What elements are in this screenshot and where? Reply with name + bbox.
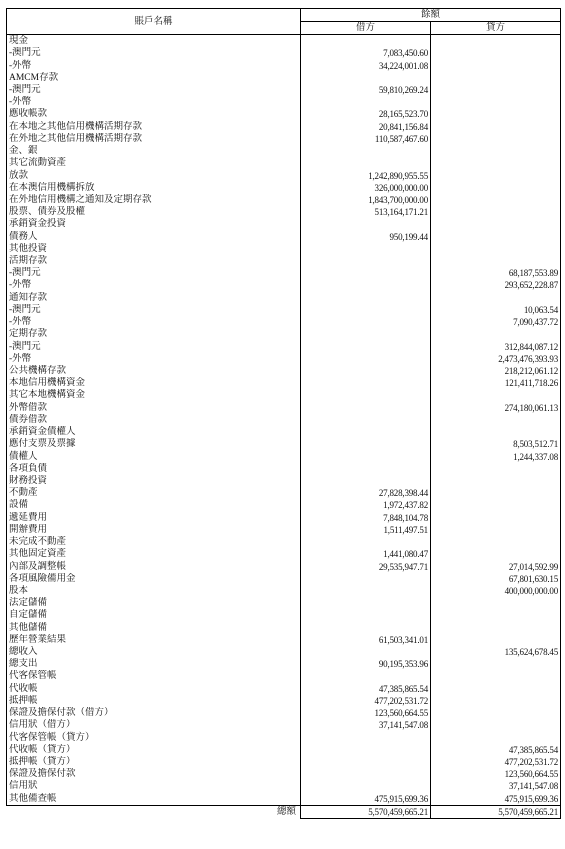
debit-value	[301, 426, 431, 438]
debit-value	[301, 597, 431, 609]
table-row	[7, 255, 561, 267]
account-name: -外幣	[7, 96, 301, 108]
account-name: 公共機構存款	[7, 365, 301, 377]
debit-value	[301, 377, 431, 389]
table-row	[7, 524, 561, 536]
debit-value	[301, 389, 431, 401]
table-row	[7, 731, 561, 743]
account-name: 信用狀	[7, 780, 301, 792]
table-row	[7, 670, 561, 682]
credit-value	[431, 670, 561, 682]
account-name: 其它本地機構資金	[7, 389, 301, 401]
credit-value: 37,141,547.08	[431, 780, 561, 792]
credit-value	[431, 108, 561, 120]
debit-value	[301, 622, 431, 634]
account-name: 其他固定資產	[7, 548, 301, 560]
debit-value	[301, 145, 431, 157]
debit-value: 7,848,104.78	[301, 512, 431, 524]
debit-value	[301, 316, 431, 328]
table-row	[7, 548, 561, 560]
account-name: 現金	[7, 35, 301, 48]
table-row	[7, 47, 561, 59]
table-row	[7, 426, 561, 438]
account-name: 財務投資	[7, 475, 301, 487]
table-row	[7, 169, 561, 181]
debit-value	[301, 157, 431, 169]
table-row	[7, 218, 561, 230]
credit-value: 400,000,000.00	[431, 585, 561, 597]
table-row	[7, 597, 561, 609]
debit-value	[301, 609, 431, 621]
credit-value	[431, 548, 561, 560]
credit-value: 7,090,437.72	[431, 316, 561, 328]
debit-value	[301, 96, 431, 108]
account-name: 金、銀	[7, 145, 301, 157]
account-name: 未完成不動產	[7, 536, 301, 548]
account-name: 承銷資金債權人	[7, 426, 301, 438]
table-row	[7, 231, 561, 243]
table-row	[7, 328, 561, 340]
table-row	[7, 634, 561, 646]
debit-value	[301, 279, 431, 291]
account-name: -外幣	[7, 316, 301, 328]
credit-value: 8,503,512.71	[431, 438, 561, 450]
credit-value: 27,014,592.99	[431, 560, 561, 572]
total-row	[7, 805, 561, 818]
debit-value: 950,199.44	[301, 231, 431, 243]
table-row	[7, 59, 561, 71]
debit-value: 326,000,000.00	[301, 182, 431, 194]
account-name: 代客保管帳	[7, 670, 301, 682]
debit-value: 34,224,001.08	[301, 59, 431, 71]
table-row	[7, 695, 561, 707]
account-name: 承銷資金投資	[7, 218, 301, 230]
credit-value	[431, 622, 561, 634]
table-row	[7, 121, 561, 133]
debit-value	[301, 340, 431, 352]
debit-value: 90,195,353.96	[301, 658, 431, 670]
account-name: 信用狀（借方）	[7, 719, 301, 731]
debit-header: 借方	[301, 22, 431, 35]
credit-value	[431, 731, 561, 743]
credit-value	[431, 169, 561, 181]
table-row	[7, 84, 561, 96]
debit-value: 475,915,699.36	[301, 793, 431, 806]
table-row	[7, 768, 561, 780]
debit-value	[301, 35, 431, 48]
debit-value	[301, 450, 431, 462]
credit-value: 123,560,664.55	[431, 768, 561, 780]
account-name: 內部及調整帳	[7, 560, 301, 572]
table-row	[7, 279, 561, 291]
table-row	[7, 316, 561, 328]
table-row	[7, 744, 561, 756]
table-row	[7, 707, 561, 719]
credit-value	[431, 426, 561, 438]
account-name: 各項風險備用金	[7, 573, 301, 585]
account-name: 活期存款	[7, 255, 301, 267]
table-row	[7, 475, 561, 487]
credit-value	[431, 707, 561, 719]
debit-value	[301, 328, 431, 340]
credit-value	[431, 133, 561, 145]
account-name: -澳門元	[7, 84, 301, 96]
debit-value: 28,165,523.70	[301, 108, 431, 120]
table-row	[7, 194, 561, 206]
debit-value	[301, 438, 431, 450]
balance-sheet	[6, 8, 560, 819]
credit-value	[431, 121, 561, 133]
debit-value: 7,083,450.60	[301, 47, 431, 59]
account-name: 各項負債	[7, 463, 301, 475]
table-row	[7, 389, 561, 401]
table-row	[7, 35, 561, 48]
credit-value	[431, 597, 561, 609]
debit-value	[301, 267, 431, 279]
credit-value	[431, 243, 561, 255]
table-row	[7, 609, 561, 621]
credit-value: 68,187,553.89	[431, 267, 561, 279]
debit-value	[301, 414, 431, 426]
debit-value	[301, 536, 431, 548]
table-row	[7, 292, 561, 304]
debit-value: 513,164,171.21	[301, 206, 431, 218]
credit-value	[431, 524, 561, 536]
account-name: 其他投資	[7, 243, 301, 255]
account-name: 抵押帳	[7, 695, 301, 707]
credit-value: 47,385,865.54	[431, 744, 561, 756]
table-header	[7, 9, 561, 35]
debit-value	[301, 731, 431, 743]
account-name: 其他備查帳	[7, 793, 301, 806]
table-row	[7, 622, 561, 634]
credit-value: 475,915,699.36	[431, 793, 561, 806]
table-row	[7, 206, 561, 218]
account-name: AMCM存款	[7, 72, 301, 84]
table-body	[7, 35, 561, 806]
account-name: 代收帳	[7, 683, 301, 695]
account-name: 通知存款	[7, 292, 301, 304]
debit-value: 61,503,341.01	[301, 634, 431, 646]
table-row	[7, 560, 561, 572]
table-row	[7, 450, 561, 462]
credit-value	[431, 84, 561, 96]
debit-value	[301, 780, 431, 792]
account-name: 本地信用機構資金	[7, 377, 301, 389]
account-name: 股本	[7, 585, 301, 597]
account-name: 其它流動資產	[7, 157, 301, 169]
credit-value	[431, 218, 561, 230]
account-name: -澳門元	[7, 47, 301, 59]
debit-value	[301, 463, 431, 475]
account-name: -外幣	[7, 59, 301, 71]
table-row	[7, 145, 561, 157]
credit-value	[431, 463, 561, 475]
account-name: -澳門元	[7, 304, 301, 316]
table-row	[7, 536, 561, 548]
debit-value	[301, 402, 431, 414]
account-name: 抵押帳（貸方）	[7, 756, 301, 768]
account-name: 不動產	[7, 487, 301, 499]
debit-value: 1,972,437.82	[301, 499, 431, 511]
account-name: -澳門元	[7, 340, 301, 352]
account-name: 在本澳信用機構拆放	[7, 182, 301, 194]
account-name: 遞延費用	[7, 512, 301, 524]
table-row	[7, 304, 561, 316]
account-name: 定期存款	[7, 328, 301, 340]
table-row	[7, 658, 561, 670]
table-row	[7, 487, 561, 499]
credit-value	[431, 206, 561, 218]
credit-value	[431, 96, 561, 108]
account-name: 放款	[7, 169, 301, 181]
credit-value	[431, 683, 561, 695]
debit-value	[301, 768, 431, 780]
debit-value: 123,560,664.55	[301, 707, 431, 719]
table-row	[7, 182, 561, 194]
credit-value	[431, 194, 561, 206]
account-name: 債務人	[7, 231, 301, 243]
credit-value	[431, 487, 561, 499]
debit-value: 37,141,547.08	[301, 719, 431, 731]
account-name: 設備	[7, 499, 301, 511]
account-name: 在本地之其他信用機構活期存款	[7, 121, 301, 133]
credit-value	[431, 389, 561, 401]
account-name: 自定儲備	[7, 609, 301, 621]
account-name: 債權人	[7, 450, 301, 462]
credit-value	[431, 475, 561, 487]
debit-value: 1,511,497.51	[301, 524, 431, 536]
debit-value	[301, 365, 431, 377]
debit-value: 29,535,947.71	[301, 560, 431, 572]
account-name: 保證及擔保付款（借方）	[7, 707, 301, 719]
balance-header: 餘額	[301, 9, 561, 22]
table-row	[7, 96, 561, 108]
table-row	[7, 683, 561, 695]
debit-value	[301, 475, 431, 487]
credit-header: 貸方	[431, 22, 561, 35]
credit-value	[431, 47, 561, 59]
credit-value	[431, 182, 561, 194]
credit-value: 2,473,476,393.93	[431, 353, 561, 365]
table-row	[7, 585, 561, 597]
account-name: 開辦費用	[7, 524, 301, 536]
table-row	[7, 340, 561, 352]
credit-value	[431, 499, 561, 511]
account-name: 債券借款	[7, 414, 301, 426]
credit-value: 477,202,531.72	[431, 756, 561, 768]
debit-value	[301, 218, 431, 230]
account-name: -外幣	[7, 279, 301, 291]
credit-value	[431, 59, 561, 71]
debit-value	[301, 744, 431, 756]
credit-value: 67,801,630.15	[431, 573, 561, 585]
total-label: 總額	[276, 807, 296, 818]
table-row	[7, 365, 561, 377]
credit-value	[431, 157, 561, 169]
table-row	[7, 267, 561, 279]
credit-value	[431, 609, 561, 621]
debit-value	[301, 243, 431, 255]
debit-value: 47,385,865.54	[301, 683, 431, 695]
debit-value	[301, 670, 431, 682]
debit-value: 1,242,890,955.55	[301, 169, 431, 181]
debit-value	[301, 646, 431, 658]
account-name: 應收帳款	[7, 108, 301, 120]
account-name: 保證及擔保付款	[7, 768, 301, 780]
credit-value: 1,244,337.08	[431, 450, 561, 462]
credit-value: 274,180,061.13	[431, 402, 561, 414]
account-name: 外幣借款	[7, 402, 301, 414]
table-row	[7, 108, 561, 120]
account-name: 在外地信用機構之通知及定期存款	[7, 194, 301, 206]
credit-value: 293,652,228.87	[431, 279, 561, 291]
debit-value: 477,202,531.72	[301, 695, 431, 707]
account-name: -澳門元	[7, 267, 301, 279]
table-row	[7, 72, 561, 84]
total-debit: 5,570,459,665.21	[301, 805, 431, 818]
accounts-table	[6, 8, 561, 819]
table-row	[7, 463, 561, 475]
debit-value	[301, 353, 431, 365]
account-name-header: 賬戶名稱	[7, 9, 301, 35]
account-name: -外幣	[7, 353, 301, 365]
debit-value	[301, 756, 431, 768]
debit-value: 110,587,467.60	[301, 133, 431, 145]
account-name: 在外地之其他信用機構活期存款	[7, 133, 301, 145]
account-name: 股票、債券及股權	[7, 206, 301, 218]
table-row	[7, 353, 561, 365]
table-row	[7, 438, 561, 450]
table-row	[7, 756, 561, 768]
debit-value: 1,441,080.47	[301, 548, 431, 560]
table-footer	[7, 805, 561, 818]
debit-value: 1,843,700,000.00	[301, 194, 431, 206]
account-name: 代客保管帳（貸方）	[7, 731, 301, 743]
debit-value: 27,828,398.44	[301, 487, 431, 499]
debit-value: 20,841,156.84	[301, 121, 431, 133]
table-row	[7, 793, 561, 806]
account-name: 總支出	[7, 658, 301, 670]
credit-value: 218,212,061.12	[431, 365, 561, 377]
credit-value	[431, 512, 561, 524]
credit-value	[431, 231, 561, 243]
credit-value	[431, 634, 561, 646]
account-name: 總收入	[7, 646, 301, 658]
table-row	[7, 499, 561, 511]
table-row	[7, 512, 561, 524]
table-row	[7, 646, 561, 658]
total-credit: 5,570,459,665.21	[431, 805, 561, 818]
credit-value	[431, 292, 561, 304]
account-name: 法定儲備	[7, 597, 301, 609]
debit-value	[301, 304, 431, 316]
table-row	[7, 377, 561, 389]
credit-value	[431, 536, 561, 548]
debit-value	[301, 72, 431, 84]
debit-value: 59,810,269.24	[301, 84, 431, 96]
table-row	[7, 402, 561, 414]
table-row	[7, 243, 561, 255]
credit-value	[431, 719, 561, 731]
debit-value	[301, 255, 431, 267]
account-name: 應付支票及票據	[7, 438, 301, 450]
credit-value	[431, 35, 561, 48]
credit-value: 121,411,718.26	[431, 377, 561, 389]
credit-value: 10,063.54	[431, 304, 561, 316]
account-name: 代收帳（貸方）	[7, 744, 301, 756]
table-row	[7, 157, 561, 169]
table-row	[7, 780, 561, 792]
debit-value	[301, 292, 431, 304]
debit-value	[301, 573, 431, 585]
credit-value	[431, 145, 561, 157]
credit-value	[431, 658, 561, 670]
credit-value	[431, 328, 561, 340]
account-name: 歷年營業結果	[7, 634, 301, 646]
table-row	[7, 719, 561, 731]
credit-value	[431, 72, 561, 84]
credit-value: 135,624,678.45	[431, 646, 561, 658]
debit-value	[301, 585, 431, 597]
credit-value	[431, 695, 561, 707]
table-row	[7, 573, 561, 585]
credit-value: 312,844,087.12	[431, 340, 561, 352]
table-row	[7, 133, 561, 145]
credit-value	[431, 414, 561, 426]
table-row	[7, 414, 561, 426]
credit-value	[431, 255, 561, 267]
account-name: 其他儲備	[7, 622, 301, 634]
